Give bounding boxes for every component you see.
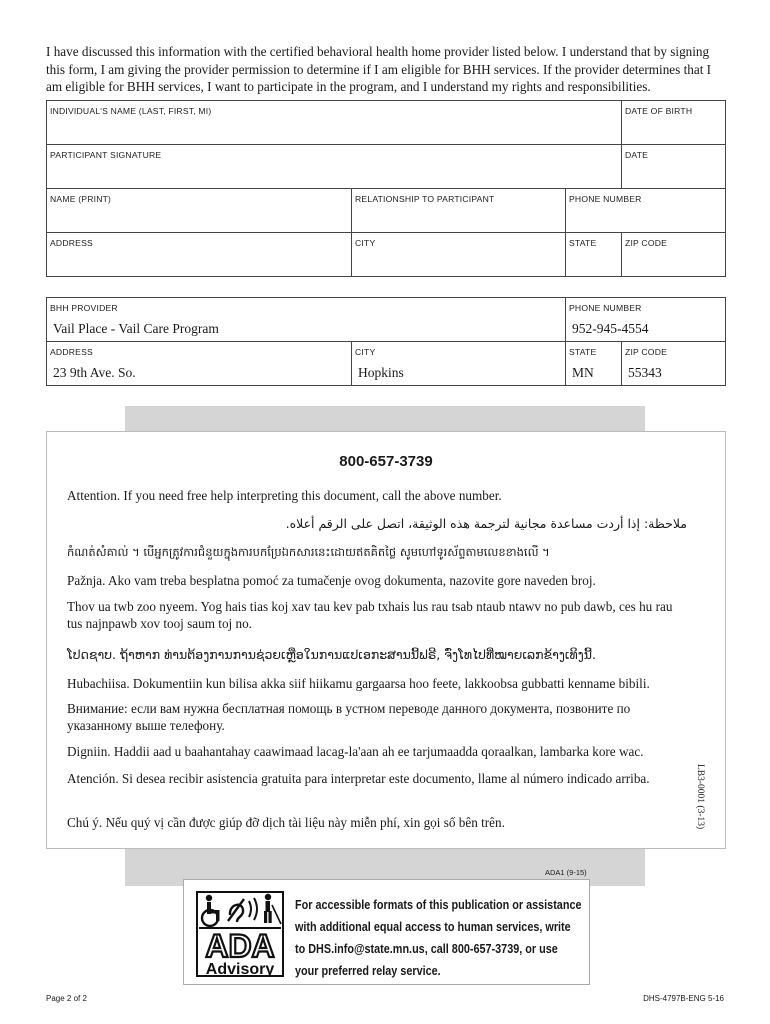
provider-city-label: CITY	[355, 347, 376, 357]
provider-phone-label: PHONE NUMBER	[569, 303, 642, 313]
participant-state-label: STATE	[569, 238, 597, 248]
provider-phone-value: 952-945-4554	[572, 321, 649, 336]
provider-value: Vail Place - Vail Care Program	[53, 321, 219, 336]
provider-address-value: 23 9th Ave. So.	[53, 365, 136, 380]
participant-phone-label: PHONE NUMBER	[569, 194, 642, 204]
notice-vietnamese: Chú ý. Nếu quý vị cần được giúp đỡ dịch tài liệu này miễn phí, xin gọi số bên trên.	[67, 815, 505, 830]
relationship-label: RELATIONSHIP TO PARTICIPANT	[355, 194, 495, 204]
date-of-birth-field[interactable]	[622, 101, 726, 145]
provider-state-field[interactable]	[566, 342, 622, 386]
provider-address-label: ADDRESS	[50, 347, 93, 357]
provider-state-label: STATE	[569, 347, 597, 357]
provider-address-field[interactable]	[47, 342, 352, 386]
provider-phone-field[interactable]	[566, 298, 726, 342]
notice-phone: 800-657-3739	[339, 453, 433, 470]
relationship-field[interactable]	[352, 189, 566, 233]
participant-signature-label: PARTICIPANT SIGNATURE	[50, 150, 162, 160]
name-print-label: NAME (PRINT)	[50, 194, 112, 204]
intro-paragraph: I have discussed this information with the certified behavioral health home provider listed below. I understand that by signing this form, I am giving the provider permission to determine if I am eligible for BHH services. If the provider determines that I am eligible for BHH services, I want to participate in the program, and I understand my rights and responsibilities.	[46, 44, 712, 94]
ada-logo-sub: Advisory	[205, 961, 275, 977]
individual-name-label: INDIVIDUAL'S NAME (LAST, FIRST, MI)	[50, 106, 212, 116]
notice-oromo: Hubachiisa. Dokumentiin kun bilisa akka siif hiikamu gargaarsa hoo feete, lakkoobsa gubbatti kenname bibili.	[67, 676, 650, 691]
notice-side-code: LB3-0001 (3-13)	[695, 764, 705, 830]
notice-lao: ໂປດຊາບ. ຖ້າຫາກ ທ່ານຕ້ອງການການຊ່ວຍເຫຼືອໃນການແປເອກະສານນີ້ຟຣີ, ຈົ່ງໂທໄປທີ່ໝາຍເລກຂ້າງເທິງນີ້.	[67, 647, 596, 662]
ada-logo-main: ADA	[205, 928, 275, 964]
participant-city-label: CITY	[355, 238, 376, 248]
participant-phone-field[interactable]	[566, 189, 726, 233]
notice-spanish: Atención. Si desea recibir asistencia gratuita para interpretar este documento, llame al número indicado arriba.	[67, 771, 650, 786]
date-of-birth-label: DATE OF BIRTH	[625, 106, 693, 116]
provider-city-value: Hopkins	[358, 365, 404, 380]
provider-zip-value: 55343	[628, 365, 662, 380]
ada-code: ADA1 (9-15)	[545, 868, 587, 877]
participant-signature-field[interactable]	[47, 145, 622, 189]
participant-zip-label: ZIP CODE	[625, 238, 668, 248]
provider-city-field[interactable]	[352, 342, 566, 386]
page-number: Page 2 of 2	[46, 994, 87, 1003]
form-id: DHS-4797B-ENG 5-16	[643, 994, 724, 1003]
participant-zip-field[interactable]	[622, 233, 726, 277]
notice-top-band	[125, 406, 645, 432]
notice-khmer: កំណត់សំគាល់ ។ បើអ្នកត្រូវការជំនួយក្នុងការបកប្រែឯកសារនេះដោយឥតគិតថ្លៃ សូមហៅទូរស័ព្ទតាមលេខខាងលើ ។	[67, 545, 550, 559]
provider-state-value: MN	[572, 365, 594, 380]
individual-name-field[interactable]	[47, 101, 622, 145]
notice-bosnian: Pažnja. Ako vam treba besplatna pomoć za tumačenje ovog dokumenta, nazovite gore naveden broj.	[67, 573, 596, 588]
notice-somali: Digniin. Haddii aad u baahantahay caawimaad lacag-la'aan ah ee tarjumaadda qoraalkan, lambarka kore wac.	[67, 744, 644, 759]
participant-address-field[interactable]	[47, 233, 352, 277]
participant-address-label: ADDRESS	[50, 238, 93, 248]
provider-zip-label: ZIP CODE	[625, 347, 668, 357]
participant-form	[46, 100, 726, 277]
notice-russian: Внимание: если вам нужна бесплатная помощь в устном переводе данного документа, позвоните по указанному выше телефону.	[67, 701, 631, 733]
notice-english: Attention. If you need free help interpreting this document, call the above number.	[67, 488, 502, 503]
ada-advisory-box	[183, 879, 590, 985]
ada-advisory-text: For accessible formats of this publication or assistance with additional equal access to human services, write to DHS.info@state.mn.us, call 800-657-3739, or use your preferred relay service.	[295, 898, 582, 978]
name-print-field[interactable]	[47, 189, 352, 233]
provider-name-field[interactable]	[47, 298, 566, 342]
provider-zip-field[interactable]	[622, 342, 726, 386]
participant-city-field[interactable]	[352, 233, 566, 277]
participant-state-field[interactable]	[566, 233, 622, 277]
provider-label: BHH PROVIDER	[50, 303, 118, 313]
provider-form	[46, 297, 726, 386]
signature-date-field[interactable]	[622, 145, 726, 189]
language-assistance-notice	[46, 431, 726, 849]
signature-date-label: DATE	[625, 150, 649, 160]
notice-hmong: Thov ua twb zoo nyeem. Yog hais tias koj xav tau kev pab txhais lus rau tsab ntaub ntawv no pub dawb, ces hu rau tus najnpawb xov tooj saum toj no.	[67, 599, 673, 631]
notice-arabic: ملاحظة: إذا أردت مساعدة مجانية لترجمة هذه الوثيقة، اتصل على الرقم أعلاه.	[285, 516, 687, 531]
ada-logo	[196, 891, 284, 977]
